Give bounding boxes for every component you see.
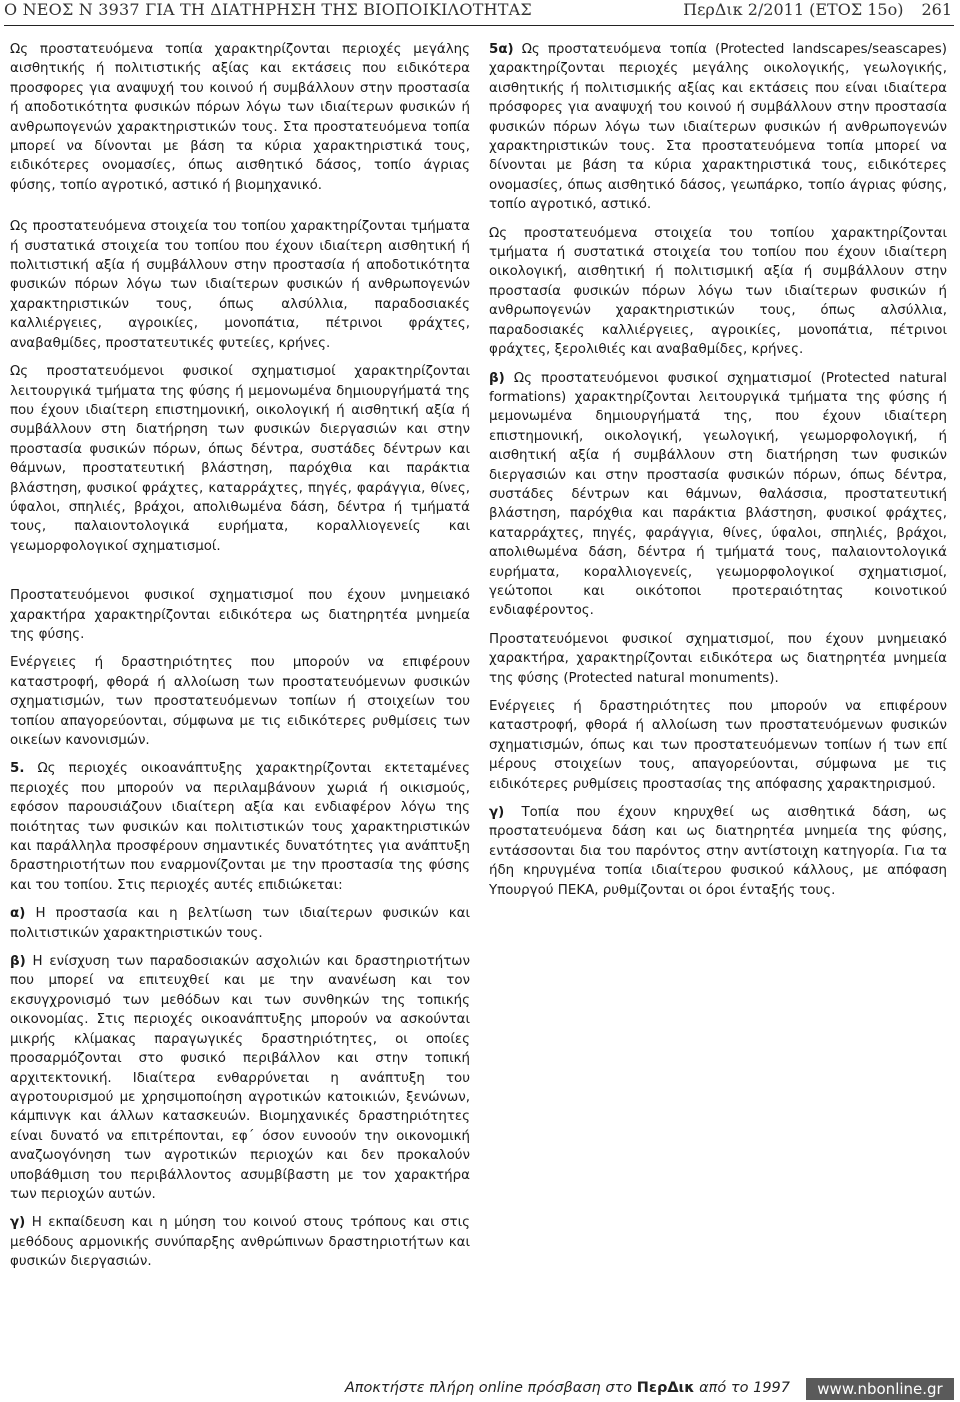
paragraph-text: Ως περιοχές οικοανάπτυξης χαρακτηρίζονται εκτεταμένες περιοχές που μπορούν να περιλαμβάνουν χωριά ή οικισμούς, εφόσον παρουσιάζουν ιδιαίτερη αξία και ενδιαφέρον λόγω της ποιότητας των φυσικών και πολιτιστικών τους χαρακτηριστικών και παράλληλα προσφέρουν σημαντικές δυνατότητες για ανάπτυξη δραστηριοτήτων που εναρμονίζονται με την προστασία της φύσης και του τοπίου. Στις περιοχές αυτές επιδιώκεται: — [10, 761, 470, 893]
paragraph: Προστατευόμενοι φυσικοί σχηματισμοί που έχουν μνημειακό χαρακτήρα χαρακτηρίζονται ειδικότερα ως διατηρητέα μνημεία της φύσης. — [10, 588, 470, 642]
left-column — [10, 40, 470, 1281]
paragraph: Ως προστατευόμενα τοπία χαρακτηρίζονται περιοχές μεγάλης αισθητικής ή πολιτιστικής αξίας και εκτάσεις που ειδικότερα προσφορες για αναψυχή του κοινού ή συμβάλλουν στην προστασία ή αποδοτικότητα φυσικών πόρων λόγω των ιδιαίτερων φυσικών ή ανθρωπογενών χαρακτηριστικών τους. Στα προστατευόμενα τοπία μπορεί να δίνονται με βάση τα κύρια χαρακτηριστικά τους, ειδικότερες ονομασίες, όπως αισθητικό δάσος, τοπίο άγριας φύσης, τοπίο αγροτικό, αστικό ή βιομηχανικό. — [10, 42, 470, 193]
item-label: β) — [10, 954, 26, 970]
paragraph: Ενέργειες ή δραστηριότητες που μπορούν να επιφέρουν καταστροφή, φθορά ή αλλοίωση των προστατευόμενων φυσικών σχηματισμών, όπως και των προστατευόμενων τοπίων ή των επί μέρους στοιχείων τους, απαγορεύονται, σύμφωνα με τις ειδικότερες ρυθμίσεις προστασίας της απόφασης χαρακτηρισμού. — [489, 699, 947, 792]
paragraph — [10, 759, 470, 895]
paragraph-text: Ως προστατευόμενοι φυσικοί σχηματισμοί (Protected natural formations) χαρακτηρίζονται λειτουργικά τμήματα της φύσης ή μεμονωμένα δημιουργήματά της, που έχουν ιδιαίτερη επιστημονική, οικολογική, γεωλογική, γεωμορφολογική, ή αισθητική αξία ή συμβάλλουν στη διατήρηση των φυσικών διεργασιών και στην προστασία φυσικών πόρων, όπως δέντρα, συστάδες δέντρων και θάμνων, θαλάσσια, προστατευτική βλάστηση, παρόχθια και παράκτια βλάστηση, φυσικοί φράχτες, καταρράχτες, πηγές, φαράγγια, θίνες, ύφαλοι, σπηλιές, βράχοι, απολιθωμένα δάση, δέντρα ή τμήματά τους, παλαιοντολογικά ευρήματα, κοραλλιογενείς, γεωμορφολογικοί σχηματισμοί, γεώτοποι και οικότοποι προτεραιότητας κοινοτικού ενδιαφέροντος. — [489, 370, 947, 619]
paragraph-text: Η εκπαίδευση και η μύηση του κοινού στους τρόπους και στις μεθόδους αρμονικής συνύπαρξης ανθρώπινων δραστηριοτήτων και φυσικών διεργασιών. — [10, 1215, 470, 1270]
item-label: α) — [10, 906, 26, 922]
journal-issue: ΠερΔικ 2/2011 (ΕΤΟΣ 15ο) — [683, 0, 904, 19]
paragraph-text: Η προστασία και η βελτίωση των ιδιαίτερων φυσικών και πολιτιστικών χαρακτηριστικών τους. — [10, 906, 470, 941]
advert-text — [345, 1380, 790, 1396]
paragraph: Ως προστατευόμενα στοιχεία του τοπίου χαρακτηρίζονται τμήματα ή συστατικά στοιχεία του τοπίου που έχουν ιδιαίτερη οικολογική, αισθητική ή πολιτισμική αξία ή συμβάλλουν στην προστασία φυσικών πόρων λόγω των ιδιαίτερων φυσικών ή ανθρωπογενών χαρακτηριστικών τους, όπως αλσύλλια, παραδοσιακές καλλιέργειες, αγροικίες, μονοπάτια, πέτρινοι φράχτες, ξερολιθιές και αναβαθμίδες, κρήνες. — [489, 225, 947, 358]
header-rule — [4, 25, 954, 26]
item-label: γ) — [10, 1215, 26, 1231]
paragraph: Ως προστατευόμενα στοιχεία του τοπίου χαρακτηρίζονται τμήματα ή συστατικά στοιχεία του τοπίου που έχουν ιδιαίτερη αισθητική ή πολιτιστική αξία ή συμβάλλουν στην προστασία ή αποδοτικότητα φυσικών πόρων λόγω των ιδιαίτερων φυσικών ή ανθρωπογενών χαρακτηριστικών τους, όπως αλσύλλια, παραδοσιακές καλλιέργειες, αγροικίες, μονοπάτια, πέτρινοι φράχτες, αναβαθμίδες, προστατευτικές φυτείες, κρήνες. — [10, 219, 470, 351]
advert-prefix: Αποκτήστε πλήρη online πρόσβαση στο — [344, 1380, 633, 1396]
paragraph — [10, 904, 470, 943]
section-number: 5. — [10, 761, 25, 777]
paragraph: Ως προστατευόμενοι φυσικοί σχηματισμοί χαρακτηρίζονται λειτουργικά τμήματα της φύσης ή μεμονωμένα δημιουργήματά της που έχουν ιδιαίτερη επιστημονική, οικολογική ή αισθητική αξία ή συμβάλλουν στη διατήρηση των φυσικών διεργασιών και στην προστασία φυσικών πόρων, όπως δέντρα, συστάδες δέντρων και θάμνων, προστατευτική βλάστηση, παρόχθια και παράκτια βλάστηση, φυσικοί φράχτες, καταρράχτες, πηγές, φαράγγια, θίνες, ύφαλοι, σπηλιές, βράχοι, απολιθωμένα δάση, δέντρα ή τμήματά τους, παλαιοντολογικά ευρήματα, κοραλλιογενείς και γεωμορφολογικοί σχηματισμοί. — [10, 364, 470, 554]
running-title: Ο ΝΕΟΣ Ν 3937 ΓΙΑ ΤΗ ΔΙΑΤΗΡΗΣΗ ΤΗΣ ΒΙΟΠΟΙΚΙΛΟΤΗΤΑΣ — [4, 0, 532, 19]
right-column — [489, 40, 947, 909]
page-number: 261 — [921, 0, 952, 19]
page-header — [0, 0, 960, 22]
paragraph-text: Ως προστατευόμενα τοπία (Protected landscapes/seascapes) χαρακτηρίζονται περιοχές μεγάλης οικολογικής, γεωλογικής, αισθητικής ή πολιτισμικής αξίας και εκτάσεις που είναι ιδιαίτερα πρόσφορες για αναψυχή του κοινού ή συμβάλλουν στην προστασία φυσικών πόρων λόγω των ιδιαίτερων φυσικών ή ανθρωπογενών χαρακτηριστικών τους. Στα προστατευόμενα τοπία μπορεί να δίνονται με βάση τα κύρια χαρακτηριστικά τους, ειδικότερες ονομασίες, όπως αισθητικό δάσος, γεωπάρκο, τοπίο άγριας φύσης, τοπίο αγροτικό, αστικό. — [489, 42, 947, 213]
page-footer — [0, 1378, 960, 1400]
paragraph — [489, 369, 947, 621]
paragraph: Ενέργειες ή δραστηριότητες που μπορούν να επιφέρουν καταστροφή, φθορά ή αλλοίωση των προστατευόμενων φυσικών σχηματισμών, των προστατευόμενων τοπίων ή στοιχείων του τοπίου απαγορεύονται, σύμφωνα με τις ειδικότερες ρυθμίσεις των οικείων κανονισμών. — [10, 655, 470, 748]
paragraph — [10, 952, 470, 1204]
paragraph-text: Η ενίσχυση των παραδοσιακών ασχολιών και δραστηριοτήτων που μπορεί να επιτευχθεί και με την ανανέωση και τον εκσυγχρονισμό των μεθόδων και των συνθηκών της τοπικής οικονομίας. Στις περιοχές οικοανάπτυξης μπορούν να ασκούνται μικρής κλίμακας παραγωγικές δραστηριότητες, οι οποίες προσαρμόζονται στο φυσικό περιβάλλον και στην τοπική αρχιτεκτονική. Ιδιαίτερα ενθαρρύνεται η ανάπτυξη του αγροτουρισμού με χρησιμοποίηση αγροτικών κατοικιών, ξενώνων, κάμπινγκ και άλλων κατασκευών. Βιομηχανικές δραστηριότητες είναι δυνατό να επιτρέπονται, εφ΄ όσον ευνοούν την οικονομική αναζωογόνηση των αγροτικών περιοχών και δεν προκαλούν υποβάθμιση του περιβάλλοντος ασυμβίβαστη με τον χαρακτήρα των περιοχών αυτών. — [10, 954, 470, 1202]
paragraph — [489, 40, 947, 215]
paragraph: Προστατευόμενοι φυσικοί σχηματισμοί, που έχουν μνημειακό χαρακτήρα, χαρακτηρίζονται ειδικότερα ως διατηρητέα μνημεία της φύσης (Protected natural monuments). — [489, 631, 947, 686]
item-label: 5α) — [489, 42, 514, 57]
issue-info — [683, 0, 952, 19]
item-label: β) — [489, 370, 505, 386]
paragraph — [489, 803, 947, 900]
brand-name: ΠερΔικ — [636, 1380, 695, 1396]
website-link[interactable]: www.nbonline.gr — [806, 1378, 954, 1400]
paragraph-text: Τοπία που έχουν κηρυχθεί ως αισθητικά δάση, ως προστατευόμενα δάση και ως διατηρητέα μνημεία της φύσης, εντάσσονται δια του παρόντος στην αντίστοιχη κατηγορία. Για τα ήδη κηρυγμένα τοπία ιδιαίτερου φυσικού κάλλους, με απόφαση Υπουργού ΠΕΚΑ, ρυθμίζονται οι όροι ένταξής τους. — [489, 805, 947, 898]
item-label: γ) — [489, 805, 505, 821]
paragraph — [10, 1213, 470, 1271]
advert-suffix: από το 1997 — [699, 1380, 790, 1396]
